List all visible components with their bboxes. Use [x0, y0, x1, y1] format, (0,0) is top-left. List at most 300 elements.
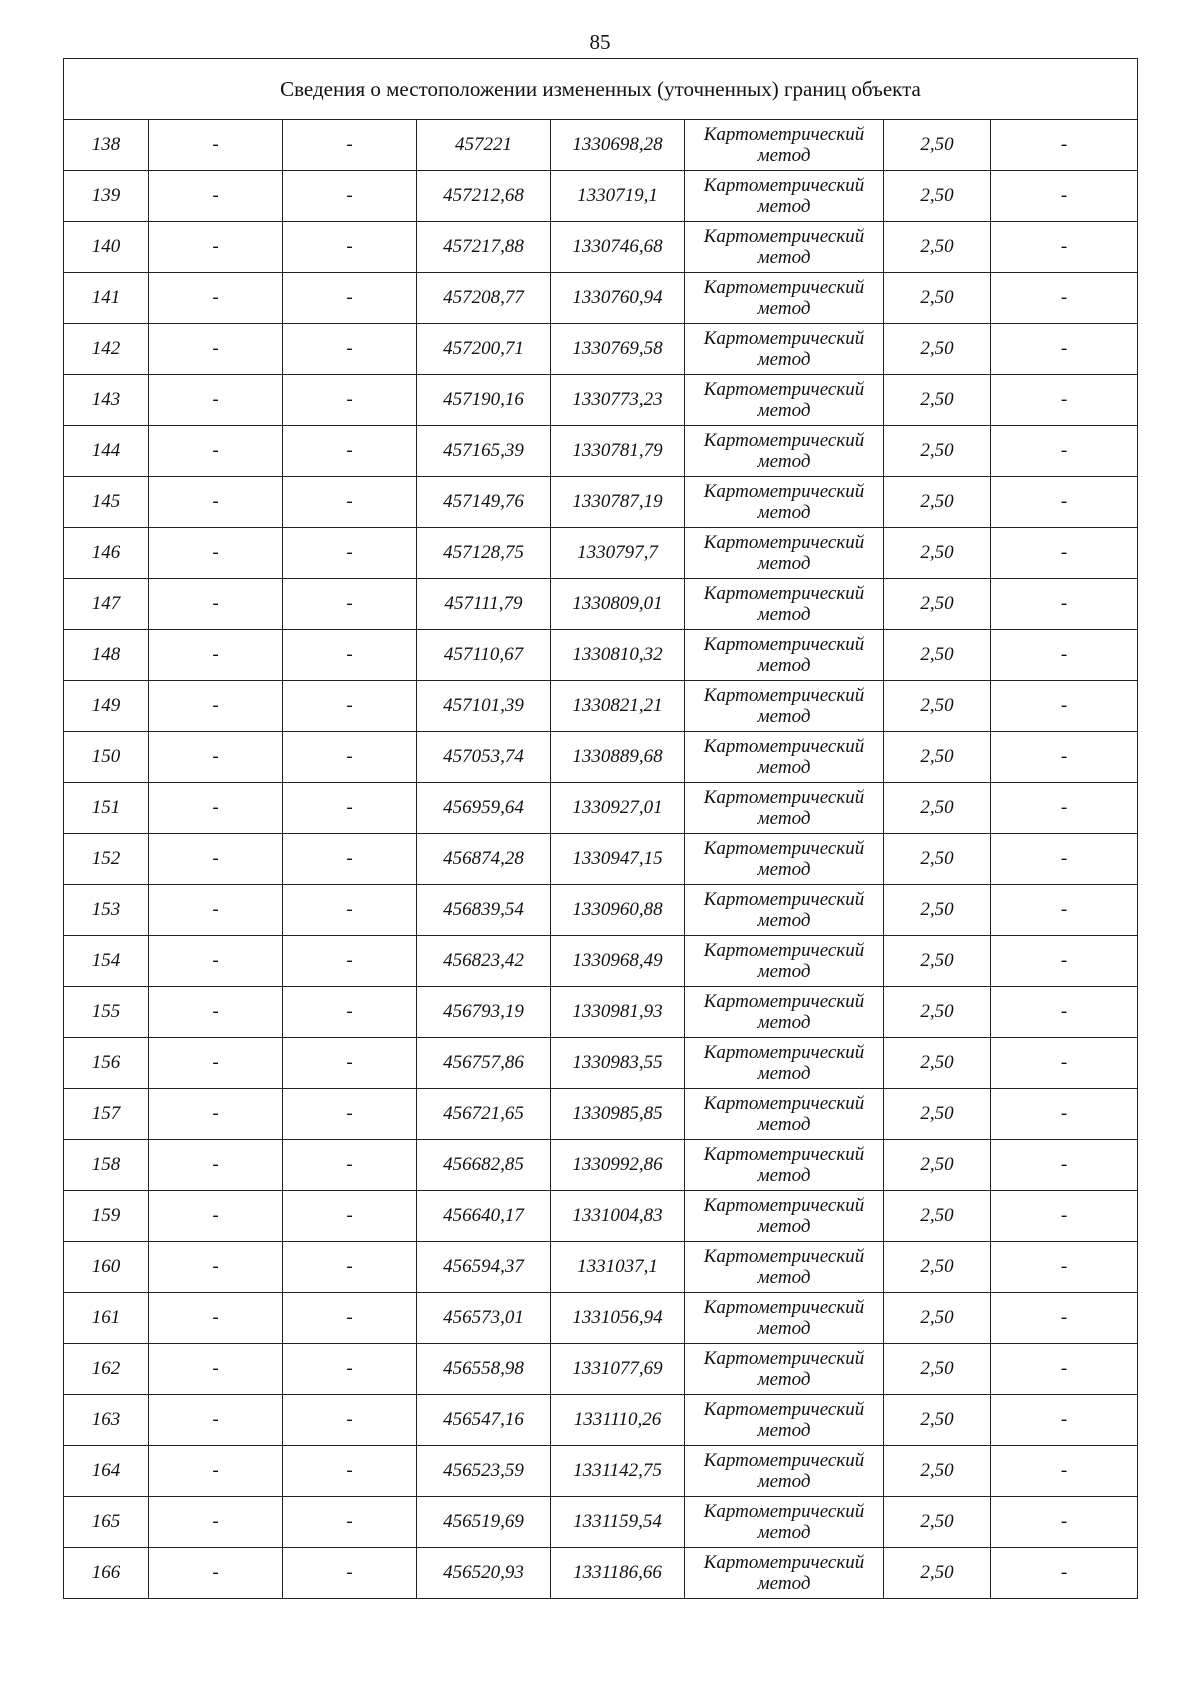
- new-x-cell: 456519,69: [417, 1497, 551, 1548]
- description-cell: -: [991, 936, 1138, 987]
- table-row: [64, 1191, 1138, 1242]
- table-row: [64, 528, 1138, 579]
- new-x-cell: 457111,79: [417, 579, 551, 630]
- accuracy-cell: 2,50: [884, 834, 991, 885]
- table-row: [64, 1446, 1138, 1497]
- new-x-cell: 456594,37: [417, 1242, 551, 1293]
- new-y-cell: 1330809,01: [551, 579, 685, 630]
- table-row: [64, 1038, 1138, 1089]
- new-y-cell: 1331110,26: [551, 1395, 685, 1446]
- old-x-cell: -: [149, 1191, 283, 1242]
- old-y-cell: -: [283, 1497, 417, 1548]
- accuracy-cell: 2,50: [884, 222, 991, 273]
- point-number: 149: [64, 681, 149, 732]
- old-y-cell: -: [283, 987, 417, 1038]
- method-cell: [685, 375, 884, 426]
- old-x-cell: -: [149, 732, 283, 783]
- method-line-2: метод: [757, 1114, 811, 1135]
- method-cell: [685, 273, 884, 324]
- old-x-cell: -: [149, 1038, 283, 1089]
- new-x-cell: 457165,39: [417, 426, 551, 477]
- description-cell: -: [991, 1293, 1138, 1344]
- new-y-cell: 1330698,28: [551, 120, 685, 171]
- old-x-cell: -: [149, 1293, 283, 1344]
- method-line-2: метод: [757, 298, 811, 319]
- method-line-1: Картометрический: [703, 583, 865, 604]
- description-cell: -: [991, 987, 1138, 1038]
- old-x-cell: -: [149, 936, 283, 987]
- method-line-1: Картометрический: [703, 940, 865, 961]
- new-x-cell: 456558,98: [417, 1344, 551, 1395]
- old-y-cell: -: [283, 1293, 417, 1344]
- accuracy-cell: 2,50: [884, 477, 991, 528]
- method-line-1: Картометрический: [703, 787, 865, 808]
- method-cell: [685, 477, 884, 528]
- accuracy-cell: 2,50: [884, 528, 991, 579]
- table-row: [64, 987, 1138, 1038]
- old-x-cell: -: [149, 1089, 283, 1140]
- table-row: [64, 1344, 1138, 1395]
- new-y-cell: 1330719,1: [551, 171, 685, 222]
- old-x-cell: -: [149, 630, 283, 681]
- new-x-cell: 456682,85: [417, 1140, 551, 1191]
- old-x-cell: -: [149, 1548, 283, 1599]
- new-x-cell: 456640,17: [417, 1191, 551, 1242]
- accuracy-cell: 2,50: [884, 732, 991, 783]
- accuracy-cell: 2,50: [884, 1548, 991, 1599]
- method-line-2: метод: [757, 349, 811, 370]
- old-x-cell: -: [149, 273, 283, 324]
- point-number: 162: [64, 1344, 149, 1395]
- method-cell: [685, 630, 884, 681]
- new-y-cell: 1331004,83: [551, 1191, 685, 1242]
- method-line-1: Картометрический: [703, 685, 865, 706]
- method-line-2: метод: [757, 808, 811, 829]
- description-cell: -: [991, 579, 1138, 630]
- method-line-2: метод: [757, 196, 811, 217]
- accuracy-cell: 2,50: [884, 375, 991, 426]
- method-cell: [685, 1089, 884, 1140]
- new-y-cell: 1331159,54: [551, 1497, 685, 1548]
- point-number: 161: [64, 1293, 149, 1344]
- method-line-1: Картометрический: [703, 226, 865, 247]
- accuracy-cell: 2,50: [884, 885, 991, 936]
- method-line-2: метод: [757, 655, 811, 676]
- method-line-1: Картометрический: [703, 1399, 865, 1420]
- description-cell: -: [991, 732, 1138, 783]
- table-row: [64, 885, 1138, 936]
- old-x-cell: -: [149, 1344, 283, 1395]
- method-line-1: Картометрический: [703, 532, 865, 553]
- method-line-1: Картометрический: [703, 328, 865, 349]
- accuracy-cell: 2,50: [884, 1191, 991, 1242]
- old-y-cell: -: [283, 936, 417, 987]
- old-y-cell: -: [283, 1548, 417, 1599]
- new-x-cell: 457221: [417, 120, 551, 171]
- method-cell: [685, 528, 884, 579]
- accuracy-cell: 2,50: [884, 171, 991, 222]
- table-row: [64, 324, 1138, 375]
- old-x-cell: -: [149, 222, 283, 273]
- method-cell: [685, 579, 884, 630]
- point-number: 143: [64, 375, 149, 426]
- method-line-2: метод: [757, 400, 811, 421]
- new-y-cell: 1330810,32: [551, 630, 685, 681]
- description-cell: -: [991, 273, 1138, 324]
- method-line-2: метод: [757, 910, 811, 931]
- old-y-cell: -: [283, 1038, 417, 1089]
- accuracy-cell: 2,50: [884, 120, 991, 171]
- point-number: 159: [64, 1191, 149, 1242]
- old-y-cell: -: [283, 681, 417, 732]
- new-y-cell: 1330773,23: [551, 375, 685, 426]
- point-number: 156: [64, 1038, 149, 1089]
- method-line-2: метод: [757, 859, 811, 880]
- old-y-cell: -: [283, 375, 417, 426]
- table-row: [64, 783, 1138, 834]
- method-cell: [685, 732, 884, 783]
- method-cell: [685, 885, 884, 936]
- new-y-cell: 1330981,93: [551, 987, 685, 1038]
- method-cell: [685, 834, 884, 885]
- description-cell: -: [991, 375, 1138, 426]
- table-row: [64, 834, 1138, 885]
- description-cell: -: [991, 1242, 1138, 1293]
- accuracy-cell: 2,50: [884, 936, 991, 987]
- new-x-cell: 456520,93: [417, 1548, 551, 1599]
- table-row: [64, 375, 1138, 426]
- description-cell: -: [991, 426, 1138, 477]
- accuracy-cell: 2,50: [884, 1038, 991, 1089]
- new-y-cell: 1330889,68: [551, 732, 685, 783]
- new-x-cell: 457101,39: [417, 681, 551, 732]
- method-line-2: метод: [757, 145, 811, 166]
- method-line-1: Картометрический: [703, 1093, 865, 1114]
- new-y-cell: 1330985,85: [551, 1089, 685, 1140]
- method-line-1: Картометрический: [703, 481, 865, 502]
- old-x-cell: -: [149, 477, 283, 528]
- new-y-cell: 1330769,58: [551, 324, 685, 375]
- table-row: [64, 1497, 1138, 1548]
- new-x-cell: 457149,76: [417, 477, 551, 528]
- method-cell: [685, 120, 884, 171]
- method-line-1: Картометрический: [703, 991, 865, 1012]
- accuracy-cell: 2,50: [884, 1242, 991, 1293]
- method-line-2: метод: [757, 757, 811, 778]
- description-cell: -: [991, 1344, 1138, 1395]
- method-line-2: метод: [757, 451, 811, 472]
- old-y-cell: -: [283, 1089, 417, 1140]
- new-x-cell: 456839,54: [417, 885, 551, 936]
- new-x-cell: 457217,88: [417, 222, 551, 273]
- description-cell: -: [991, 477, 1138, 528]
- new-y-cell: 1331142,75: [551, 1446, 685, 1497]
- old-x-cell: -: [149, 1140, 283, 1191]
- old-x-cell: -: [149, 426, 283, 477]
- method-cell: [685, 1344, 884, 1395]
- old-x-cell: -: [149, 579, 283, 630]
- old-x-cell: -: [149, 1497, 283, 1548]
- method-line-2: метод: [757, 1216, 811, 1237]
- method-line-1: Картометрический: [703, 838, 865, 859]
- table-row: [64, 1395, 1138, 1446]
- method-cell: [685, 1038, 884, 1089]
- new-x-cell: 456547,16: [417, 1395, 551, 1446]
- description-cell: -: [991, 1191, 1138, 1242]
- description-cell: -: [991, 1089, 1138, 1140]
- method-cell: [685, 1140, 884, 1191]
- description-cell: -: [991, 1038, 1138, 1089]
- old-x-cell: -: [149, 375, 283, 426]
- description-cell: -: [991, 1497, 1138, 1548]
- old-x-cell: -: [149, 171, 283, 222]
- method-line-1: Картометрический: [703, 889, 865, 910]
- method-cell: [685, 1191, 884, 1242]
- description-cell: -: [991, 528, 1138, 579]
- new-x-cell: 456959,64: [417, 783, 551, 834]
- method-line-2: метод: [757, 1369, 811, 1390]
- accuracy-cell: 2,50: [884, 630, 991, 681]
- new-y-cell: 1330947,15: [551, 834, 685, 885]
- accuracy-cell: 2,50: [884, 1344, 991, 1395]
- method-cell: [685, 1497, 884, 1548]
- new-x-cell: 456573,01: [417, 1293, 551, 1344]
- old-x-cell: -: [149, 1395, 283, 1446]
- old-y-cell: -: [283, 1242, 417, 1293]
- method-cell: [685, 222, 884, 273]
- old-x-cell: -: [149, 120, 283, 171]
- method-line-2: метод: [757, 1012, 811, 1033]
- method-line-1: Картометрический: [703, 277, 865, 298]
- old-x-cell: -: [149, 783, 283, 834]
- new-y-cell: 1331186,66: [551, 1548, 685, 1599]
- accuracy-cell: 2,50: [884, 324, 991, 375]
- point-number: 138: [64, 120, 149, 171]
- old-x-cell: -: [149, 324, 283, 375]
- table-row: [64, 1089, 1138, 1140]
- table-title: Сведения о местоположении измененных (уточненных) границ объекта: [64, 59, 1138, 120]
- method-cell: [685, 681, 884, 732]
- new-x-cell: 456793,19: [417, 987, 551, 1038]
- accuracy-cell: 2,50: [884, 783, 991, 834]
- point-number: 144: [64, 426, 149, 477]
- point-number: 164: [64, 1446, 149, 1497]
- point-number: 147: [64, 579, 149, 630]
- new-y-cell: 1330927,01: [551, 783, 685, 834]
- table-row: [64, 732, 1138, 783]
- point-number: 140: [64, 222, 149, 273]
- method-line-1: Картометрический: [703, 430, 865, 451]
- method-line-1: Картометрический: [703, 634, 865, 655]
- new-x-cell: 456823,42: [417, 936, 551, 987]
- method-line-2: метод: [757, 1573, 811, 1594]
- method-line-1: Картометрический: [703, 1552, 865, 1573]
- method-line-2: метод: [757, 1267, 811, 1288]
- method-line-1: Картометрический: [703, 1195, 865, 1216]
- method-line-2: метод: [757, 706, 811, 727]
- method-cell: [685, 1446, 884, 1497]
- accuracy-cell: 2,50: [884, 987, 991, 1038]
- boundary-coordinates-table: [63, 58, 1138, 1599]
- method-line-2: метод: [757, 1063, 811, 1084]
- table-row: [64, 1548, 1138, 1599]
- old-x-cell: -: [149, 885, 283, 936]
- method-line-2: метод: [757, 1318, 811, 1339]
- point-number: 139: [64, 171, 149, 222]
- point-number: 157: [64, 1089, 149, 1140]
- method-cell: [685, 1293, 884, 1344]
- new-y-cell: 1330781,79: [551, 426, 685, 477]
- method-line-1: Картометрический: [703, 1297, 865, 1318]
- point-number: 152: [64, 834, 149, 885]
- method-cell: [685, 171, 884, 222]
- point-number: 155: [64, 987, 149, 1038]
- old-y-cell: -: [283, 630, 417, 681]
- new-y-cell: 1330760,94: [551, 273, 685, 324]
- new-x-cell: 457200,71: [417, 324, 551, 375]
- description-cell: -: [991, 222, 1138, 273]
- point-number: 151: [64, 783, 149, 834]
- old-x-cell: -: [149, 987, 283, 1038]
- old-y-cell: -: [283, 1446, 417, 1497]
- point-number: 145: [64, 477, 149, 528]
- description-cell: -: [991, 681, 1138, 732]
- method-line-1: Картометрический: [703, 1246, 865, 1267]
- table-row: [64, 426, 1138, 477]
- old-y-cell: -: [283, 171, 417, 222]
- old-y-cell: -: [283, 834, 417, 885]
- method-line-2: метод: [757, 1522, 811, 1543]
- new-y-cell: 1330746,68: [551, 222, 685, 273]
- method-line-1: Картометрический: [703, 379, 865, 400]
- old-x-cell: -: [149, 681, 283, 732]
- description-cell: -: [991, 630, 1138, 681]
- description-cell: -: [991, 885, 1138, 936]
- method-line-2: метод: [757, 1165, 811, 1186]
- point-number: 166: [64, 1548, 149, 1599]
- accuracy-cell: 2,50: [884, 1497, 991, 1548]
- table-row: [64, 477, 1138, 528]
- new-x-cell: 457128,75: [417, 528, 551, 579]
- accuracy-cell: 2,50: [884, 1293, 991, 1344]
- method-line-2: метод: [757, 1471, 811, 1492]
- method-line-1: Картометрический: [703, 1501, 865, 1522]
- method-line-2: метод: [757, 604, 811, 625]
- old-y-cell: -: [283, 579, 417, 630]
- new-x-cell: 456523,59: [417, 1446, 551, 1497]
- method-line-2: метод: [757, 553, 811, 574]
- accuracy-cell: 2,50: [884, 1140, 991, 1191]
- accuracy-cell: 2,50: [884, 579, 991, 630]
- new-x-cell: 457208,77: [417, 273, 551, 324]
- accuracy-cell: 2,50: [884, 426, 991, 477]
- description-cell: -: [991, 171, 1138, 222]
- old-x-cell: -: [149, 528, 283, 579]
- description-cell: -: [991, 1140, 1138, 1191]
- point-number: 148: [64, 630, 149, 681]
- new-y-cell: 1330983,55: [551, 1038, 685, 1089]
- method-line-1: Картометрический: [703, 175, 865, 196]
- new-y-cell: 1330787,19: [551, 477, 685, 528]
- method-line-1: Картометрический: [703, 1450, 865, 1471]
- method-line-1: Картометрический: [703, 124, 865, 145]
- old-y-cell: -: [283, 885, 417, 936]
- method-line-1: Картометрический: [703, 1348, 865, 1369]
- old-y-cell: -: [283, 222, 417, 273]
- method-line-2: метод: [757, 1420, 811, 1441]
- method-line-2: метод: [757, 502, 811, 523]
- method-cell: [685, 324, 884, 375]
- new-x-cell: 457053,74: [417, 732, 551, 783]
- new-y-cell: 1330992,86: [551, 1140, 685, 1191]
- new-y-cell: 1330797,7: [551, 528, 685, 579]
- table-row: [64, 579, 1138, 630]
- new-y-cell: 1331077,69: [551, 1344, 685, 1395]
- description-cell: -: [991, 783, 1138, 834]
- point-number: 165: [64, 1497, 149, 1548]
- table-row: [64, 273, 1138, 324]
- table-row: [64, 171, 1138, 222]
- old-y-cell: -: [283, 1395, 417, 1446]
- method-line-1: Картометрический: [703, 736, 865, 757]
- point-number: 160: [64, 1242, 149, 1293]
- method-cell: [685, 1242, 884, 1293]
- old-y-cell: -: [283, 120, 417, 171]
- accuracy-cell: 2,50: [884, 681, 991, 732]
- old-y-cell: -: [283, 732, 417, 783]
- table-row: [64, 1242, 1138, 1293]
- table-row: [64, 630, 1138, 681]
- point-number: 142: [64, 324, 149, 375]
- new-y-cell: 1330968,49: [551, 936, 685, 987]
- new-y-cell: 1331037,1: [551, 1242, 685, 1293]
- old-y-cell: -: [283, 1140, 417, 1191]
- table-row: [64, 681, 1138, 732]
- description-cell: -: [991, 1548, 1138, 1599]
- accuracy-cell: 2,50: [884, 1395, 991, 1446]
- description-cell: -: [991, 834, 1138, 885]
- point-number: 158: [64, 1140, 149, 1191]
- new-y-cell: 1330821,21: [551, 681, 685, 732]
- new-y-cell: 1331056,94: [551, 1293, 685, 1344]
- accuracy-cell: 2,50: [884, 1446, 991, 1497]
- method-cell: [685, 936, 884, 987]
- new-x-cell: 456874,28: [417, 834, 551, 885]
- description-cell: -: [991, 1395, 1138, 1446]
- method-cell: [685, 987, 884, 1038]
- old-x-cell: -: [149, 1446, 283, 1497]
- point-number: 150: [64, 732, 149, 783]
- point-number: 163: [64, 1395, 149, 1446]
- method-line-1: Картометрический: [703, 1144, 865, 1165]
- new-x-cell: 456757,86: [417, 1038, 551, 1089]
- description-cell: -: [991, 1446, 1138, 1497]
- old-y-cell: -: [283, 426, 417, 477]
- point-number: 153: [64, 885, 149, 936]
- old-y-cell: -: [283, 1191, 417, 1242]
- old-y-cell: -: [283, 477, 417, 528]
- old-y-cell: -: [283, 783, 417, 834]
- new-x-cell: 456721,65: [417, 1089, 551, 1140]
- point-number: 154: [64, 936, 149, 987]
- old-y-cell: -: [283, 1344, 417, 1395]
- new-y-cell: 1330960,88: [551, 885, 685, 936]
- description-cell: -: [991, 120, 1138, 171]
- method-cell: [685, 426, 884, 477]
- old-x-cell: -: [149, 834, 283, 885]
- method-cell: [685, 1548, 884, 1599]
- table-row: [64, 1140, 1138, 1191]
